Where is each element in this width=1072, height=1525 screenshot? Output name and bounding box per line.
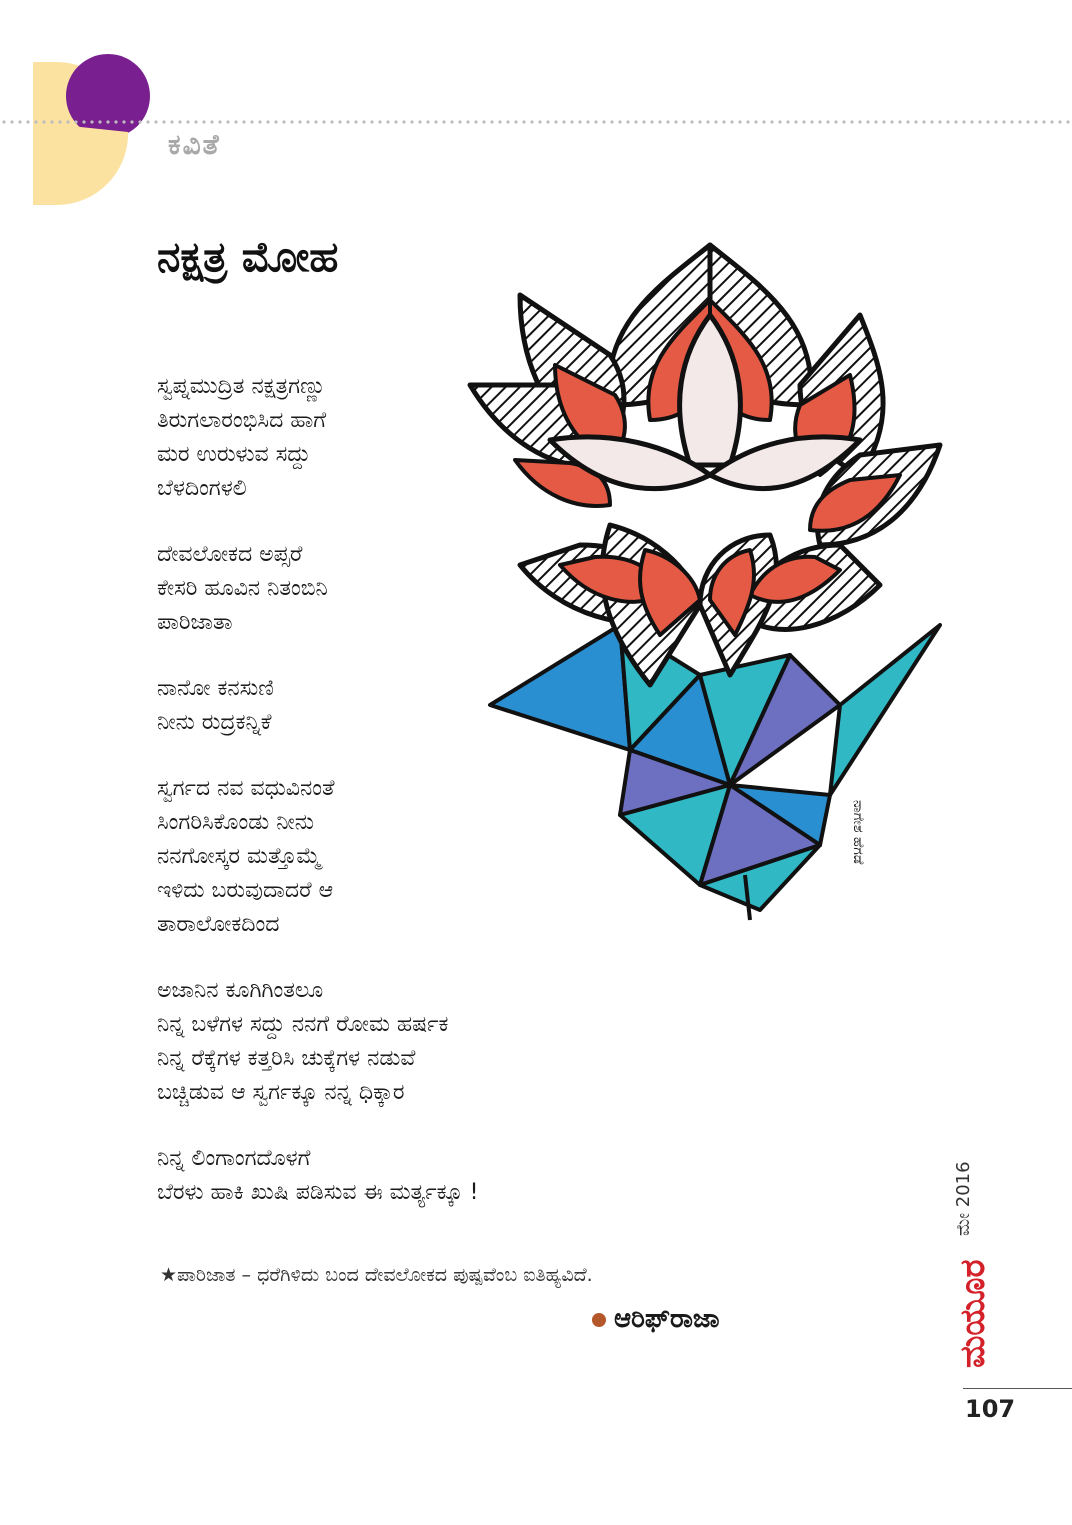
poem-line: ತಾರಾಲೋಕದಿಂದ: [157, 912, 280, 937]
poem-line: ಬೆರಳು ಹಾಕಿ ಖುಷಿ ಪಡಿಸುವ ಈ ಮರ್ತ್ಯಕ್ಕೂ !: [157, 1180, 479, 1205]
poem-line: ತಿರುಗಲಾರಂಭಿಸಿದ ಹಾಗೆ: [157, 408, 327, 433]
poem-line: ಬಚ್ಚಿಡುವ ಆ ಸ್ವರ್ಗಕ್ಕೂ ನನ್ನ ಧಿಕ್ಕಾರ: [157, 1080, 405, 1105]
poem-line: ಮರ ಉರುಳುವ ಸದ್ದು: [157, 442, 311, 467]
poem-line: ನಿನ್ನ ಬಳೆಗಳ ಸದ್ದು ನನಗೆ ರೋಮ ಹರ್ಷಕ: [157, 1012, 449, 1037]
dotted-rule: [0, 120, 1072, 124]
footer-rule: [963, 1388, 1072, 1389]
poem-line: ಸ್ವರ್ಗದ ನವ ವಧುವಿನಂತೆ: [157, 776, 335, 801]
lotus-illustration: [460, 205, 960, 925]
poem-line: ಕೇಸರಿ ಹೂವಿನ ನಿತಂಬಿನಿ: [157, 576, 328, 601]
illustration-credit: [842, 800, 872, 910]
issue-date: [953, 1140, 993, 1240]
poem-line: ಪಾರಿಜಾತಾ: [157, 610, 233, 635]
author-name: ಆರಿಫ್‌ರಾಜಾ: [614, 1304, 720, 1334]
poem-line: ನೀನು ರುದ್ರಕನ್ನಿಕೆ: [157, 710, 272, 735]
poem-line: ನಿನ್ನ ಲಿಂಗಾಂಗದೊಳಗೆ: [157, 1146, 311, 1171]
stanza: [157, 1142, 577, 1210]
page-number: 107: [965, 1395, 1016, 1423]
poem-line: ದೇವಲೋಕದ ಅಪ್ಸರೆ: [157, 542, 303, 567]
magazine-logo-text: ಮಯೂರ: [953, 1259, 993, 1368]
author-byline: [592, 1304, 720, 1335]
section-label: ಕವಿತೆ: [168, 128, 221, 161]
illustration-credit-text: ನಾಗೇಶ ಹೆಗಡೆ: [850, 800, 866, 865]
magazine-logo: [953, 1240, 997, 1370]
poem-line: ಸ್ವಪ್ನಮುದ್ರಿತ ನಕ್ಷತ್ರಗಣ್ಣು: [157, 374, 326, 399]
poem-line: ನನಗೋಸ್ಕರ ಮತ್ತೊಮ್ಮೆ: [157, 844, 322, 869]
poem-line: ನಾನೋ ಕನಸುಣಿ: [157, 676, 274, 701]
origami-base: [490, 625, 940, 920]
poem-line: ಇಳಿದು ಬರುವುದಾದರೆ ಆ: [157, 878, 334, 903]
lotus-illustration-svg: [460, 205, 960, 925]
bullet-icon: [592, 1313, 606, 1327]
footnote: ★ಪಾರಿಜಾತ – ಧರೆಗಿಳಿದು ಬಂದ ದೇವಲೋಕದ ಪುಷ್ಪವೆಂಬ ಐತಿಹ್ಯವಿದೆ.: [160, 1264, 593, 1286]
poem-line: ಬೆಳದಿಂಗಳಲಿ: [157, 476, 247, 501]
poem-line: ಅಜಾನಿನ ಕೂಗಿಗಿಂತಲೂ: [157, 978, 324, 1003]
issue-date-text: ಮೇ 2016: [953, 1161, 974, 1236]
poem-line: ನಿನ್ನ ರೆಕ್ಕೆಗಳ ಕತ್ತರಿಸಿ ಚುಕ್ಕೆಗಳ ನಡುವೆ: [157, 1046, 416, 1071]
stanza: [157, 974, 577, 1110]
poem-title: ನಕ್ಷತ್ರ ಮೋಹ: [157, 232, 339, 281]
poem-line: ಸಿಂಗರಿಸಿಕೊಂಡು ನೀನು: [157, 810, 314, 835]
